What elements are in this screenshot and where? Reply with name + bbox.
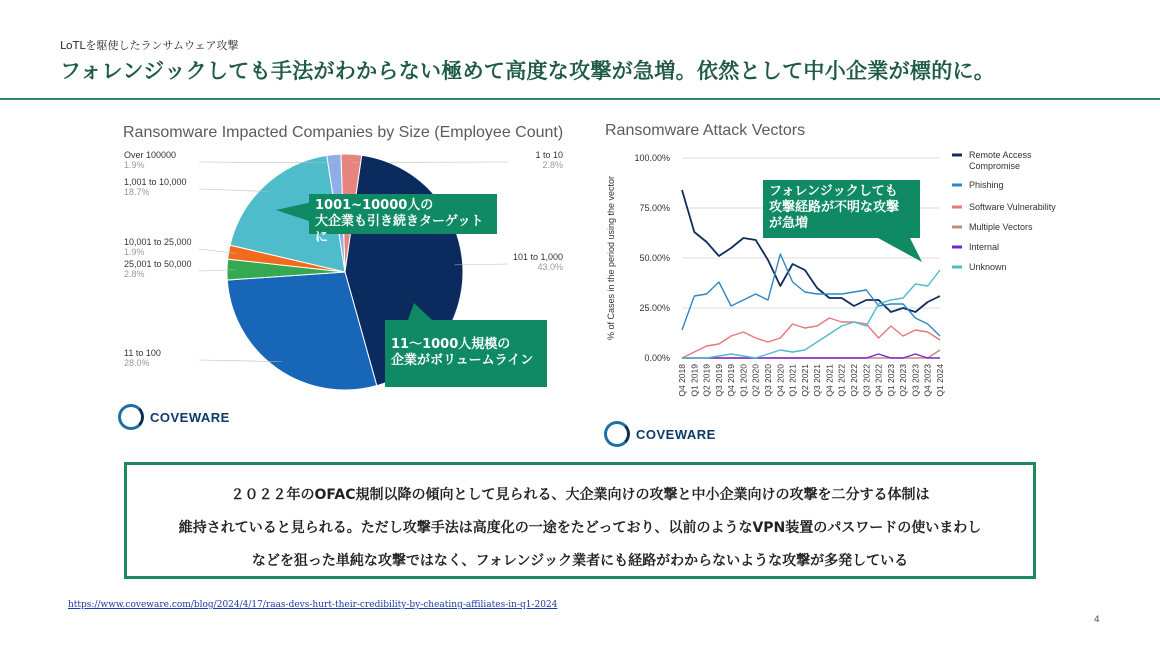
legend-label: Multiple Vectors — [969, 222, 1033, 232]
y-axis-label: % of Cases in the period using the vector — [606, 175, 616, 341]
series-line — [682, 350, 940, 358]
callout-volume-text: 11～1000人規模の 企業がボリュームライン — [391, 337, 534, 368]
pie-slice-percent: 28.0% — [124, 358, 150, 368]
x-tick-label: Q2 2022 — [849, 364, 859, 397]
x-tick-label: Q1 2024 — [935, 364, 945, 397]
source-link[interactable]: https://www.coveware.com/blog/2024/4/17/raas-devs-hurt-their-credibility-by-cheating-affiliates-in-q1-2024 — [68, 600, 558, 610]
legend-label: Compromise — [969, 161, 1021, 171]
legend-label: Phishing — [969, 180, 1004, 190]
pie-chart-title: Ransomware Impacted Companies by Size (Employee Count) — [123, 124, 564, 141]
callout-forensics-text: フォレンジックしても 攻撃経路が不明な攻撃 が急増 — [769, 184, 900, 231]
x-tick-label: Q2 2023 — [898, 364, 909, 397]
pie-slice-percent: 1.9% — [124, 160, 145, 170]
x-tick-label: Q1 2023 — [885, 364, 896, 397]
line-chart-title: Ransomware Attack Vectors — [605, 122, 806, 139]
coveware-logo-text: COVEWARE — [636, 426, 716, 442]
page-number: 4 — [1094, 615, 1100, 625]
y-tick-label: 0.00% — [644, 353, 670, 363]
y-tick-label: 75.00% — [639, 203, 670, 213]
series-line — [682, 254, 940, 336]
x-tick-label: Q1 2019 — [689, 364, 700, 397]
pie-slice-label: 25,001 to 50,000 — [124, 259, 192, 269]
x-tick-label: Q3 2023 — [910, 364, 921, 397]
coveware-logo-left — [118, 404, 230, 430]
legend-label: Software Vulnerability — [969, 202, 1056, 212]
coveware-logo-text: COVEWARE — [150, 409, 230, 425]
x-tick-label: Q1 2022 — [836, 364, 847, 397]
callout-large-enterprise — [309, 194, 497, 245]
x-tick-label: Q2 2019 — [701, 364, 712, 397]
y-tick-label: 25.00% — [639, 303, 670, 313]
x-tick-label: Q2 2020 — [750, 364, 761, 397]
x-tick-label: Q3 2021 — [812, 364, 823, 397]
x-tick-label: Q1 2021 — [787, 364, 798, 397]
pie-slice-label: Over 100000 — [124, 150, 177, 160]
summary-line-3: などを狙った単純な攻撃ではなく、フォレンジック業者にも経路がわからないような攻撃が多発している — [251, 553, 909, 569]
x-tick-label: Q4 2022 — [873, 364, 884, 397]
series-line — [682, 270, 940, 358]
pie-slice-percent: 2.8% — [124, 269, 145, 279]
x-tick-label: Q1 2020 — [738, 364, 749, 397]
legend-label: Internal — [969, 242, 1000, 252]
y-tick-label: 100.00% — [634, 153, 670, 163]
x-tick-label: Q2 2021 — [799, 364, 810, 397]
pie-slice-label: 1 to 10 — [535, 150, 563, 160]
series-line — [682, 318, 940, 358]
summary-box — [124, 462, 1036, 579]
pie-slice-percent: 18.7% — [124, 187, 150, 197]
x-tick-label: Q4 2023 — [922, 364, 933, 397]
pie-slice-label: 11 to 100 — [124, 348, 161, 358]
summary-line-1: ２０２２年のOFAC規制以降の傾向として見られる、大企業向けの攻撃と中小企業向けの攻撃を二分する体制は — [230, 487, 930, 503]
coveware-logo-right — [604, 421, 716, 447]
pie-slice-percent: 43.0% — [537, 262, 563, 272]
x-tick-label: Q4 2020 — [775, 364, 786, 397]
title-divider — [0, 98, 1160, 100]
pie-slice-percent: 2.8% — [542, 160, 563, 170]
y-tick-label: 50.00% — [639, 253, 670, 263]
pie-slice-label: 101 to 1,000 — [512, 252, 563, 262]
x-tick-label: Q4 2019 — [726, 364, 737, 397]
summary-line-2: 維持されていると見られる。ただし攻撃手法は高度化の一途をたどっており、以前のようなVPN装置のパスワードの使いまわし — [178, 520, 982, 536]
x-tick-label: Q4 2018 — [677, 364, 687, 397]
pie-slice-percent: 1.9% — [124, 247, 145, 257]
coveware-ring-icon — [118, 404, 144, 430]
pie-slice-label: 10,001 to 25,000 — [124, 237, 192, 247]
callout-large-text: 1001~10000人の 大企業も引き続きターゲットに — [315, 198, 484, 245]
page-title: フォレンジックしても手法がわからない極めて高度な攻撃が急増。依然として中小企業が標的に。 — [60, 59, 996, 83]
callout-volume-line — [385, 320, 547, 387]
legend-label: Remote Access — [969, 150, 1032, 160]
x-tick-label: Q3 2020 — [763, 364, 773, 397]
section-subtitle: LoTLを駆使したランサムウェア攻撃 — [60, 39, 239, 52]
x-tick-label: Q3 2019 — [713, 364, 724, 397]
pie-slice-label: 1,001 to 10,000 — [124, 177, 187, 187]
x-tick-label: Q3 2022 — [861, 364, 872, 397]
callout-forensics — [763, 180, 920, 238]
coveware-ring-icon — [604, 421, 630, 447]
legend-label: Unknown — [969, 262, 1007, 272]
x-tick-label: Q4 2021 — [824, 364, 835, 397]
